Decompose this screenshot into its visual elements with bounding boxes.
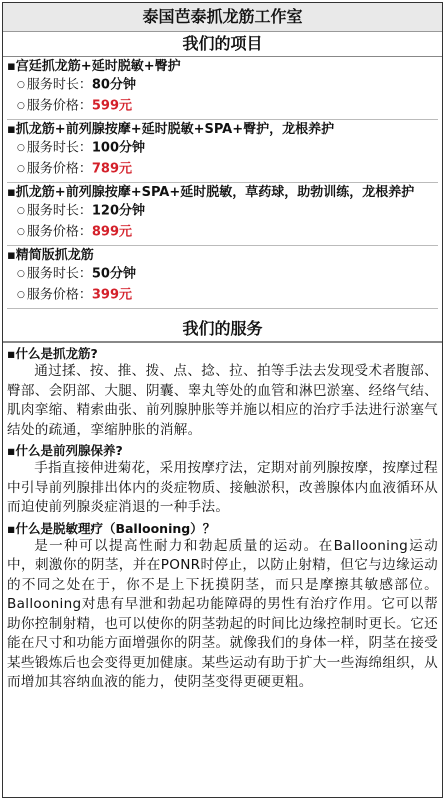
duration-label: 服务时长： — [26, 77, 92, 93]
duration-label: 服务时长： — [26, 140, 92, 156]
service-question: ▪什么是前列腺保养? — [7, 443, 123, 458]
price-value: 399元 — [91, 287, 133, 302]
price-row — [7, 285, 438, 306]
services-body — [3, 342, 442, 693]
price-value: 789元 — [91, 161, 133, 176]
circle-bullet-icon: ○ — [17, 80, 25, 90]
price-label: 服务价格： — [26, 161, 92, 176]
project-name: ▪抓龙筋+前列腺按摩+延时脱敏+SPA+臀护，龙根养护 — [7, 122, 335, 137]
price-label: 服务价格： — [26, 224, 92, 239]
service-answer: 手指直接伸进菊花，采用按摩疗法，定期对前列腺按摩，按摩过程中引导前列腺排出体内的炎症物质、接触淤积，改善腺体内血液循环从而迫使前列腺炎症消退的一种手法。 — [7, 460, 438, 515]
project-item — [7, 120, 438, 183]
price-row — [7, 222, 438, 243]
project-item — [7, 183, 438, 246]
service-answer: 是一种可以提高性耐力和勃起质量的运动。在Ballooning运动中，刺激你的阴茎，并在PONR时停止，以防止射精，但它与边缘运动的不同之处在于，你不是上下抚摸阴茎，而只是摩擦其敏感部位。Ballooning对患有早泄和勃起功能障碍的男性有治疗作用。它可以帮助你控制射精，也可以使你的阴茎勃起的时间比边缘控制时更长。它还能在尺寸和功能方面增强你的阴茎。就像我们的身体一样，阴茎在接受某些锻炼后也会变得更加健康。某些运动有助于扩大一些海绵组织，从而增加其容纳血液的能力，使阴茎变得更硬更粗。 — [7, 537, 438, 690]
duration-row — [7, 201, 438, 222]
circle-bullet-icon: ○ — [17, 269, 25, 279]
duration-label: 服务时长： — [26, 266, 92, 282]
service-question: ▪什么是脱敏理疗（Ballooning）？ — [7, 520, 216, 536]
price-row — [7, 96, 438, 117]
circle-bullet-icon: ○ — [17, 100, 25, 111]
price-label: 服务价格： — [26, 98, 92, 113]
project-item — [7, 57, 438, 120]
price-sheet — [2, 2, 443, 798]
page-title: 泰国芭泰抓龙筋工作室 — [3, 3, 442, 32]
duration-row — [7, 75, 438, 96]
circle-bullet-icon: ○ — [17, 163, 25, 174]
circle-bullet-icon: ○ — [17, 143, 25, 153]
duration-row — [7, 138, 438, 159]
price-value: 599元 — [91, 98, 133, 113]
project-name: ▪精简版抓龙筋 — [7, 248, 94, 263]
price-value: 899元 — [91, 224, 133, 239]
project-name: ▪宫廷抓龙筋+延时脱敏+臀护 — [7, 59, 181, 74]
service-question: ▪什么是抓龙筋? — [7, 346, 98, 361]
project-list — [3, 57, 442, 309]
projects-heading: 我们的项目 — [3, 32, 442, 57]
duration-value: 80分钟 — [91, 77, 136, 93]
project-item — [7, 246, 438, 309]
duration-value: 120分钟 — [91, 203, 146, 219]
circle-bullet-icon: ○ — [17, 206, 25, 216]
price-row — [7, 159, 438, 180]
duration-value: 50分钟 — [91, 266, 136, 282]
service-answer: 通过揉、按、推、拨、点、捻、拉、拍等手法去发现受术者腹部、臀部、会阴部、大腿、阴囊、睾丸等处的血管和淋巴淤塞、经络气结、肌肉挛缩、精索曲张、前列腺肿胀等并施以相应的治疗手法进行淤塞气结处的疏通，挛缩肿胀的消解。 — [7, 363, 438, 438]
duration-label: 服务时长： — [26, 203, 92, 219]
duration-value: 100分钟 — [91, 140, 146, 156]
circle-bullet-icon: ○ — [17, 289, 25, 300]
circle-bullet-icon: ○ — [17, 226, 25, 237]
services-heading: 我们的服务 — [3, 317, 442, 342]
project-name: ▪抓龙筋+前列腺按摩+SPA+延时脱敏，草药球，助勃训练，龙根养护 — [7, 185, 415, 200]
price-label: 服务价格： — [26, 287, 92, 302]
duration-row — [7, 264, 438, 285]
